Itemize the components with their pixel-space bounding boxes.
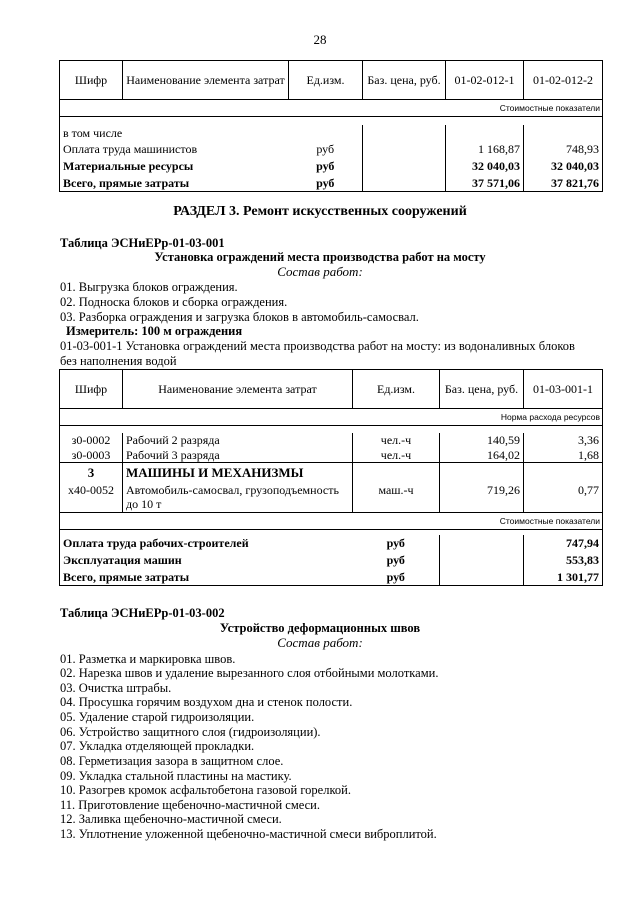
work-item: 04. Просушка горячим воздухом дна и стенок полости. (60, 695, 353, 709)
total-worker-pay: Оплата труда рабочих-строителей (60, 535, 353, 552)
table-name-002: Таблица ЭСНиЕРр-01-03-002 (60, 606, 225, 620)
group-number: 3 (60, 463, 123, 483)
header-col-2: 01-02-012-2 (524, 61, 603, 100)
header-code: Шифр (60, 370, 123, 409)
header-unit: Ед.изм. (353, 370, 440, 409)
header-col-1: 01-02-012-1 (446, 61, 524, 100)
row-total: Всего, прямые затраты (60, 175, 289, 192)
total-machine-operation: Эксплуатация машин (60, 552, 353, 569)
header-name: Наименование элемента затрат (123, 61, 289, 100)
header-name: Наименование элемента затрат (123, 370, 353, 409)
work-item: 03. Разборка ограждения и загрузка блоков в автомобиль-самосвал. (60, 310, 419, 324)
resource-code: з0-0002 (60, 433, 123, 448)
work-item: 05. Удаление старой гидроизоляции. (60, 710, 255, 724)
cost-table-01-02-012: Шифр Наименование элемента затрат Ед.изм. Баз. цена, руб. 01-02-012-1 01-02-012-2 Стоимостные показатели в том числе Оплата труда машинистов руб 1 168,87 748,93 Материальные ресурсы руб 32 040,03 32 040,03 Всего, прямые затраты руб 37 571,06 37 821,76 (59, 60, 603, 192)
total-direct-costs: Всего, прямые затраты (60, 569, 353, 586)
work-item: 13. Уплотнение уложенной щебеночно-мастичной смеси виброплитой. (60, 827, 437, 841)
work-item: 10. Разогрев кромок асфальтобетона газовой горелкой. (60, 783, 351, 797)
work-item: 01. Выгрузка блоков ограждения. (60, 280, 238, 294)
row-machinist-pay: Оплата труда машинистов (60, 141, 289, 158)
table-title-001: Установка ограждений места производства работ на мосту (154, 250, 486, 264)
work-item: 11. Приготовление щебеночно-мастичной смеси. (60, 798, 320, 812)
page-number: 28 (313, 32, 327, 47)
machine-code: х40-0052 (60, 483, 123, 513)
work-item: 03. Очистка штрабы. (60, 681, 172, 695)
section-title: РАЗДЕЛ 3. Ремонт искусственных сооружений (173, 204, 467, 219)
table-title-002: Устройство деформационных швов (219, 621, 421, 635)
description-001: 01-03-001-1 Установка ограждений места производства работ на мосту: из водоналивных блоков (60, 339, 575, 353)
header-col-1: 01-03-001-1 (524, 370, 603, 409)
work-item: 02. Нарезка швов и удаление вырезанного слоя отбойными молотками. (60, 666, 439, 680)
table-name-001: Таблица ЭСНиЕРр-01-03-001 (60, 236, 225, 250)
band-cost-indicators: Стоимостные показатели (60, 100, 603, 117)
header-base-price: Баз. цена, руб. (363, 61, 446, 100)
header-code: Шифр (60, 61, 123, 100)
description-001-cont: без наполнения водой (60, 354, 177, 368)
work-item: 08. Герметизация зазора в защитном слое. (60, 754, 284, 768)
resource-name: Рабочий 2 разряда (123, 433, 353, 448)
group-name: МАШИНЫ И МЕХАНИЗМЫ (123, 463, 353, 483)
work-item: 12. Заливка щебеночно-мастичной смеси. (60, 812, 282, 826)
machine-name: Автомобиль-самосвал, грузоподъемность до 10 т (123, 483, 353, 513)
works-heading-001: Состав работ: (277, 264, 363, 279)
work-item: 06. Устройство защитного слоя (гидроизоляции). (60, 725, 321, 739)
header-unit: Ед.изм. (289, 61, 363, 100)
header-base-price: Баз. цена, руб. (440, 370, 524, 409)
work-item: 01. Разметка и маркировка швов. (60, 652, 236, 666)
row-materials: Материальные ресурсы (60, 158, 289, 175)
row-label: в том числе (60, 125, 289, 141)
resource-code: з0-0003 (60, 448, 123, 463)
works-heading-002: Состав работ: (277, 635, 363, 650)
resource-table-01-03-001: Шифр Наименование элемента затрат Ед.изм. Баз. цена, руб. 01-03-001-1 Норма расхода ресурсов з0-0002 Рабочий 2 разряда чел.-ч 140,59 3,36 з0-0003 Рабочий 3 разряда чел.-ч 164,02 1,68 3 МАШИНЫ И МЕХАНИЗМЫ х40-0052 Автомобиль-самосвал, грузоподъемность до 10 т маш.-ч 719,26 0,77 Стоимостные показатели Оплата труда рабочих-строителей руб 747,94 Эксплуатация машин руб 553,83 Всего, прямые затраты руб 1 301,77 (59, 369, 603, 586)
work-item: 02. Поднoска блоков и сборка ограждения. (60, 295, 288, 309)
band-cost-indicators: Стоимостные показатели (60, 513, 603, 530)
band-resource-norms: Норма расхода ресурсов (60, 409, 603, 426)
work-item: 09. Укладка стальной пластины на мастику. (60, 769, 292, 783)
resource-name: Рабочий 3 разряда (123, 448, 353, 463)
meter-001: Измеритель: 100 м ограждения (66, 324, 243, 338)
work-item: 07. Укладка отделяющей прокладки. (60, 739, 255, 753)
